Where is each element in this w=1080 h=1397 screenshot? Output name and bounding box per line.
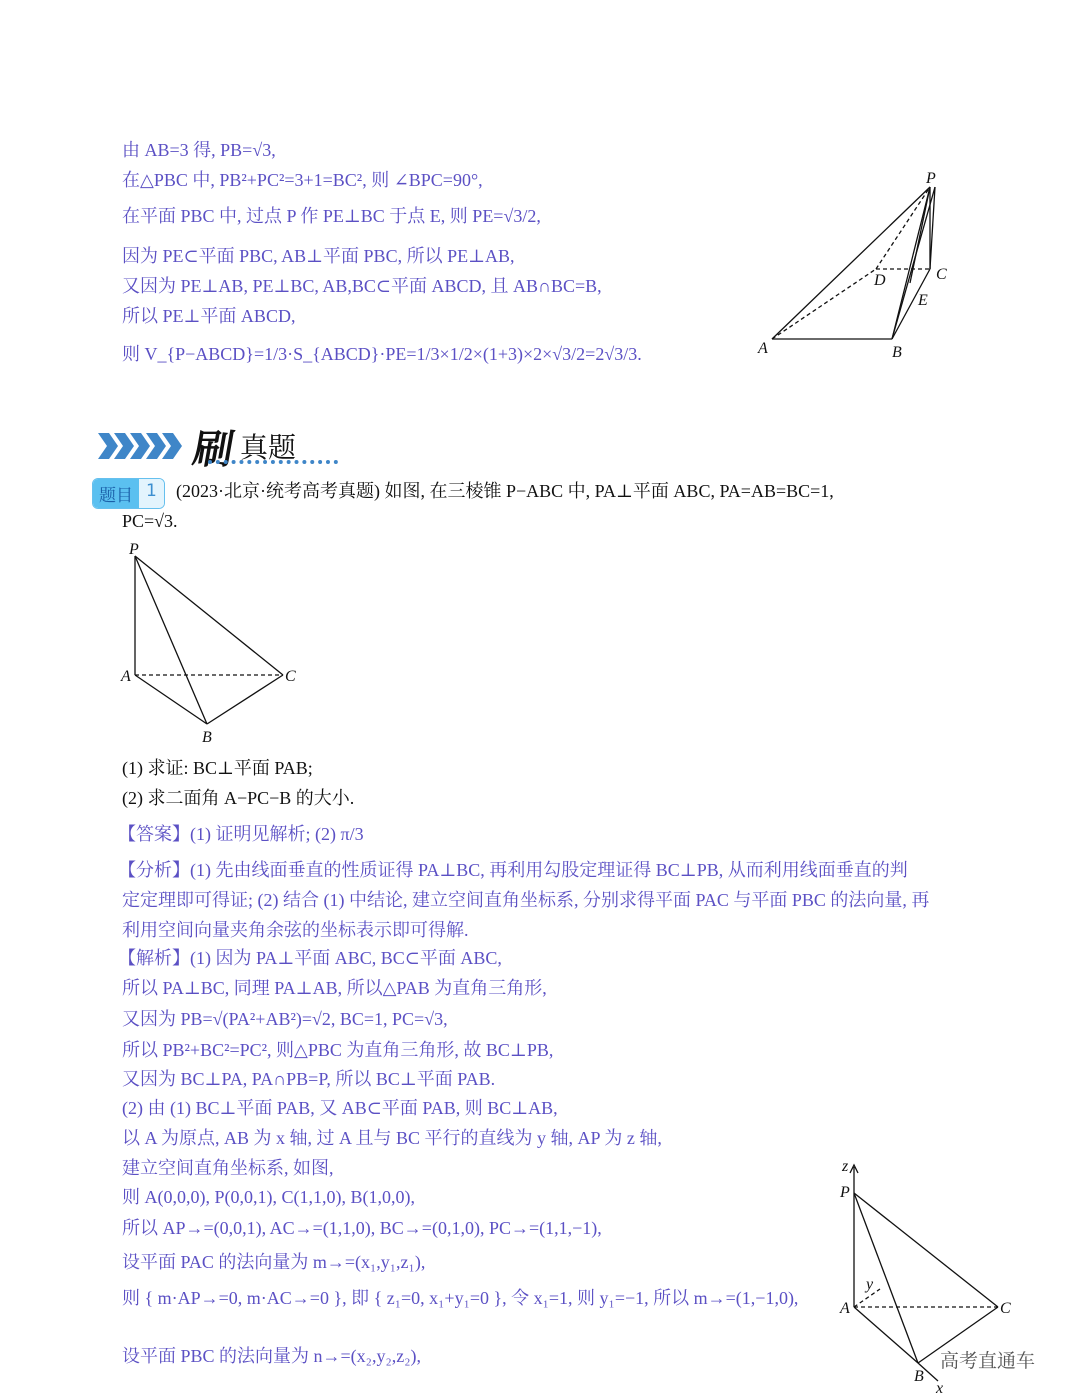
question-tag-label: 题目 <box>93 479 139 508</box>
label-E: E <box>918 292 928 309</box>
label-C: C <box>285 668 296 685</box>
axis-label-z: z <box>842 1158 849 1175</box>
question-part: (1) 求证: BC⊥平面 PAB; <box>122 758 313 778</box>
solution-line: 建立空间直角坐标系, 如图, <box>122 1158 334 1178</box>
prev-solution-line: 由 AB=3 得, PB=√3, <box>122 140 276 160</box>
question-part: (2) 求二面角 A−PC−B 的大小. <box>122 788 355 808</box>
solution-line: 则 A(0,0,0), P(0,0,1), C(1,1,0), B(1,0,0), <box>122 1187 415 1207</box>
prev-solution-line: 又因为 PE⊥AB, PE⊥BC, AB,BC⊂平面 ABCD, 且 AB∩BC=B, <box>122 276 602 296</box>
solution-line: 【解析】(1) 因为 PA⊥平面 ABC, BC⊂平面 ABC, <box>118 948 502 968</box>
prev-solution-line: 在△PBC 中, PB²+PC²=3+1=BC², 则 ∠BPC=90°, <box>122 170 483 190</box>
solution-line: 又因为 BC⊥PA, PA∩PB=P, 所以 BC⊥平面 PAB. <box>122 1069 496 1089</box>
solution-line: 所以 PA⊥BC, 同理 PA⊥AB, 所以△PAB 为直角三角形, <box>122 978 547 998</box>
pyramid-figure-1 <box>750 165 960 365</box>
analysis-line: 利用空间向量夹角余弦的坐标表示即可得解. <box>122 920 469 940</box>
label-A: A <box>121 668 131 685</box>
watermark: 高考直通车 <box>940 1350 1036 1372</box>
label-B: B <box>914 1368 924 1385</box>
label-B: B <box>892 344 902 361</box>
label-A: A <box>758 340 768 357</box>
banner-brush-char: 刷 <box>189 425 238 473</box>
solution-line: 则 { m·AP→=0, m·AC→=0 }, 即 { z₁=0, x₁+y₁=0 }, 令 x₁=1, 则 y₁=−1, 所以 m→=(1,−1,0), <box>122 1288 799 1308</box>
banner-underline <box>208 460 338 464</box>
solution-line: 又因为 PB=√(PA²+AB²)=√2, BC=1, PC=√3, <box>122 1009 448 1029</box>
answer-line: 【答案】(1) 证明见解析; (2) π/3 <box>118 824 364 844</box>
label-P: P <box>840 1184 850 1201</box>
chevron-icon <box>98 433 118 459</box>
question-tag <box>92 478 165 509</box>
label-A: A <box>840 1300 850 1317</box>
question-number: 1 <box>139 479 164 508</box>
solution-line: (2) 由 (1) BC⊥平面 PAB, 又 AB⊂平面 PAB, 则 BC⊥AB, <box>122 1098 558 1118</box>
solution-line: 所以 AP→=(0,0,1), AC→=(1,1,0), BC→=(0,1,0), PC→=(1,1,−1), <box>122 1218 602 1238</box>
label-P: P <box>926 170 936 187</box>
question-text: PC=√3. <box>122 511 178 531</box>
analysis-line: 【分析】(1) 先由线面垂直的性质证得 PA⊥BC, 再利用勾股定理证得 BC⊥PB, 从而利用线面垂直的判 <box>118 860 908 880</box>
banner-title: 真题 <box>240 431 297 464</box>
analysis-line: 定定理即可得证; (2) 结合 (1) 中结论, 建立空间直角坐标系, 分别求得平面 PAC 与平面 PBC 的法向量, 再 <box>122 890 930 910</box>
label-B: B <box>202 729 212 746</box>
prev-solution-line: 因为 PE⊂平面 PBC, AB⊥平面 PBC, 所以 PE⊥AB, <box>122 246 515 266</box>
label-P: P <box>129 541 139 558</box>
prev-solution-line: 在平面 PBC 中, 过点 P 作 PE⊥BC 于点 E, 则 PE=√3/2, <box>122 206 541 226</box>
prev-solution-line: 则 V_{P−ABCD}=1/3·S_{ABCD}·PE=1/3×1/2×(1+3)×2×√3/2=2√3/3. <box>122 344 642 364</box>
solution-line: 设平面 PBC 的法向量为 n→=(x₂,y₂,z₂), <box>122 1346 421 1366</box>
prev-solution-line: 所以 PE⊥平面 ABCD, <box>122 306 296 326</box>
label-C: C <box>936 266 947 283</box>
solution-line: 设平面 PAC 的法向量为 m→=(x₁,y₁,z₁), <box>122 1252 426 1272</box>
label-D: D <box>874 272 886 289</box>
solution-line: 所以 PB²+BC²=PC², 则△PBC 为直角三角形, 故 BC⊥PB, <box>122 1040 554 1060</box>
pyramid-figure-2 <box>115 538 315 750</box>
solution-line: 以 A 为原点, AB 为 x 轴, 过 A 且与 BC 平行的直线为 y 轴, AP 为 z 轴, <box>122 1128 662 1148</box>
axis-label-x: x <box>936 1380 944 1395</box>
axis-label-y: y <box>866 1276 874 1293</box>
question-text: (2023·北京·统考高考真题) 如图, 在三棱锥 P−ABC 中, PA⊥平面 ABC, PA=AB=BC=1, <box>176 481 834 501</box>
label-C: C <box>1000 1300 1011 1317</box>
